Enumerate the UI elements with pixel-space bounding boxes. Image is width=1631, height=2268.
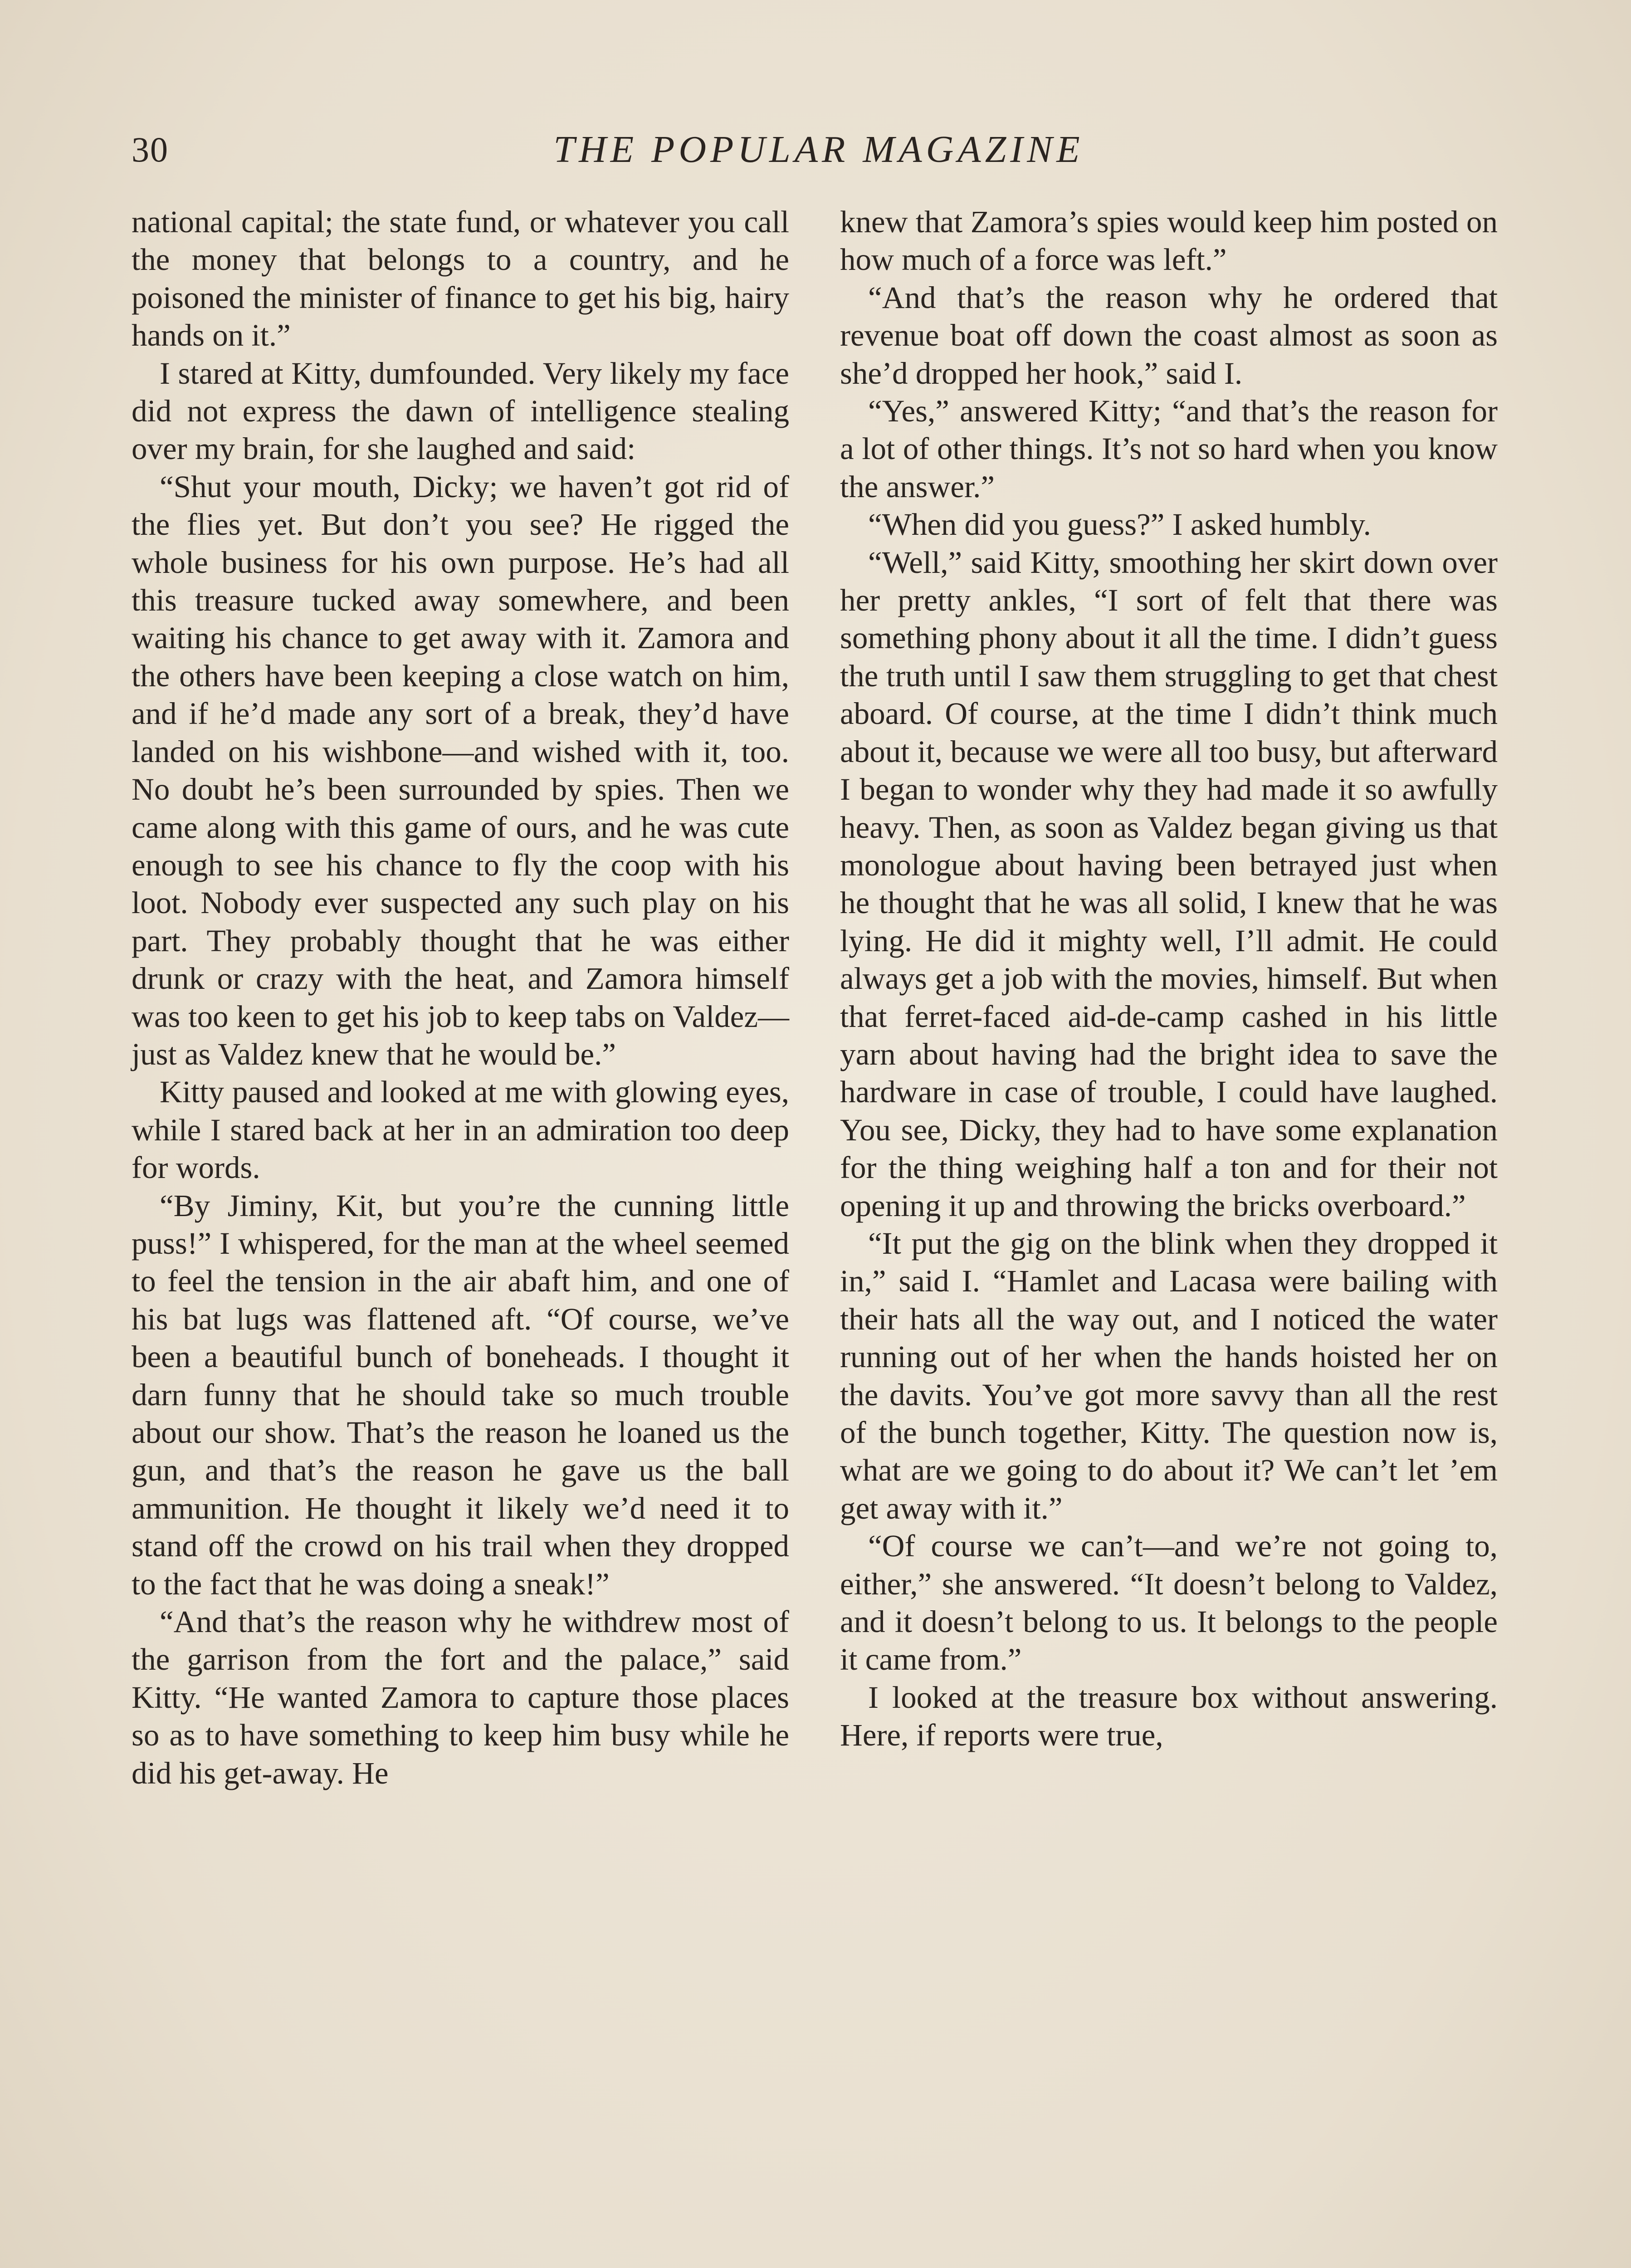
- paragraph: Kitty paused and looked at me with glowing eyes, while I stared back at her in an admiration too deep for words.: [132, 1075, 789, 1185]
- paragraph: “Shut your mouth, Dicky; we haven’t got rid of the flies yet. But don’t you see? He rigged the whole business for his own purpose. He’s had all this treasure tucked away somewhere, and been waiting his chance to get away with it. Zamora and the others have been keeping a close watch on him, and if he’d made any sort of a break, they’d have landed on his wishbone—and wished with it, too. No doubt he’s been surrounded by spies. Then we came along with this game of ours, and he was cute enough to see his chance to fly the coop with his loot. Nobody ever suspected any such play on his part. They probably thought that he was either drunk or crazy with the heat, and Zamora himself was too keen to get his job to keep tabs on Valdez—just as Valdez knew that he would be.”: [132, 469, 789, 1071]
- page-number: 30: [132, 130, 169, 169]
- paragraph: “Of course we can’t—and we’re not going to, either,” she answered. “It doesn’t belong to Valdez, and it doesn’t belong to us. It belongs to the people it came from.”: [840, 1529, 1498, 1677]
- left-text-column: [132, 203, 789, 1792]
- paragraph: knew that Zamora’s spies would keep him posted on how much of a force was left.”: [840, 205, 1498, 277]
- paragraph: “And that’s the reason why he withdrew most of the garrison from the fort and the palace,” said Kitty. “He wanted Zamora to capture those places so as to have something to keep him busy while he did his get-away. He: [132, 1604, 789, 1790]
- paragraph: “When did you guess?” I asked humbly.: [868, 507, 1371, 542]
- paragraph: “By Jiminy, Kit, but you’re the cunning little puss!” I whispered, for the man at the wheel seemed to feel the tension in the air abaft him, and one of his bat lugs was flattened aft. “Of course, we’ve been a beautiful bunch of boneheads. I thought it darn funny that he should take so much trouble about our show. That’s the reason he loaned us the gun, and that’s the reason he gave us the ball ammunition. He thought it likely we’d need it to stand off the crowd on his trail when they dropped to the fact that he was doing a sneak!”: [132, 1188, 789, 1601]
- paragraph: national capital; the state fund, or whatever you call the money that belongs to a country, and he poisoned the minister of finance to get his big, hairy hands on it.”: [132, 205, 789, 353]
- paragraph: I stared at Kitty, dumfounded. Very likely my face did not express the dawn of intelligence stealing over my brain, for she laughed and said:: [132, 356, 789, 466]
- right-text-column: [840, 203, 1498, 1755]
- running-title: THE POPULAR MAGAZINE: [553, 128, 1084, 171]
- paragraph: “And that’s the reason why he ordered that revenue boat off down the coast almost as soon as she’d dropped her hook,” said I.: [840, 280, 1498, 391]
- paragraph: I looked at the treasure box without answering. Here, if reports were true,: [840, 1680, 1498, 1753]
- page-header: [132, 122, 1506, 177]
- paragraph: “Well,” said Kitty, smoothing her skirt down over her pretty ankles, “I sort of felt that there was something phony about it all the time. I didn’t guess the truth until I saw them struggling to get that chest aboard. Of course, at the time I didn’t think much about it, because we were all too busy, but afterward I began to wonder why they had made it so awfully heavy. Then, as soon as Valdez began giving us that monologue about having been betrayed just when he thought that he was all solid, I knew that he was lying. He did it mighty well, I’ll admit. He could always get a job with the movies, himself. But when that ferret-faced aid-de-camp cashed in his little yarn about having had the bright idea to save the hardware in case of trouble, I could have laughed. You see, Dicky, they had to have some explanation for the thing weighing half a ton and for their not opening it up and throwing the bricks overboard.”: [840, 545, 1498, 1223]
- paragraph: “It put the gig on the blink when they dropped it in,” said I. “Hamlet and Lacasa were bailing with their hats all the way out, and I noticed the water running out of her when the hands hoisted her on the davits. You’ve got more savvy than all the rest of the bunch together, Kitty. The question now is, what are we going to do about it? We can’t let ’em get away with it.”: [840, 1226, 1498, 1525]
- paragraph: “Yes,” answered Kitty; “and that’s the reason for a lot of other things. It’s not so hard when you know the answer.”: [840, 394, 1498, 504]
